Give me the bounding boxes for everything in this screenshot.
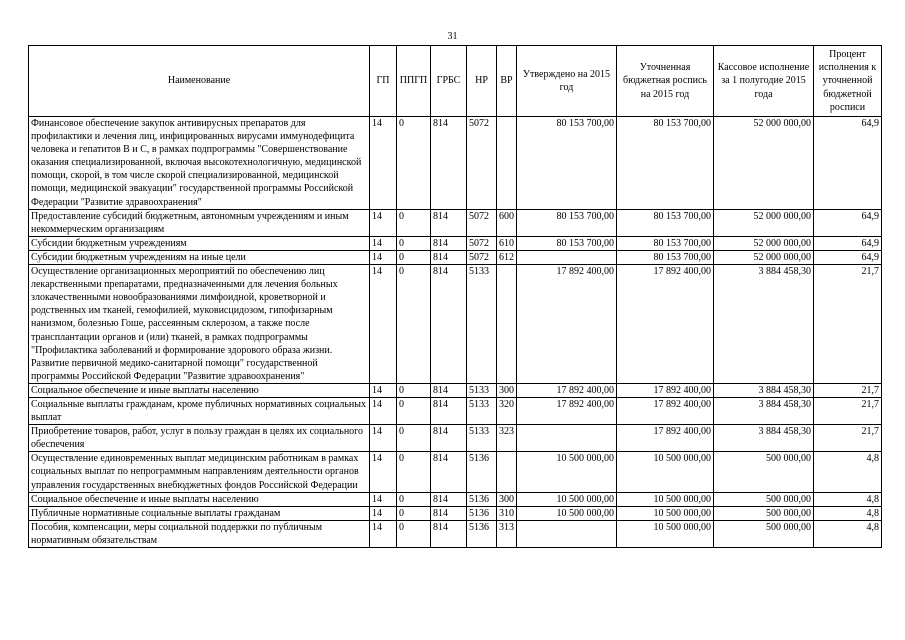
cell-refined: 80 153 700,00 [617,209,714,236]
cell-np: 5072 [467,236,497,250]
cell-np: 5136 [467,452,497,492]
cell-name: Публичные нормативные социальные выплаты гражданам [29,506,370,520]
cell-vr: 610 [497,236,517,250]
cell-grbs: 814 [431,397,467,424]
cell-gp: 14 [370,425,397,452]
cell-vr [497,117,517,210]
cell-name: Социальное обеспечение и иные выплаты населению [29,492,370,506]
cell-gp: 14 [370,492,397,506]
cell-percent: 4,8 [814,492,882,506]
header-ppgp: ППГП [397,46,431,117]
cell-np: 5133 [467,425,497,452]
cell-ppgp: 0 [397,520,431,547]
cell-percent: 64,9 [814,250,882,264]
cell-vr: 310 [497,506,517,520]
cell-cash: 52 000 000,00 [714,236,814,250]
cell-vr [497,265,517,384]
cell-approved: 10 500 000,00 [517,506,617,520]
header-grbs: ГРБС [431,46,467,117]
cell-refined: 80 153 700,00 [617,117,714,210]
cell-cash: 3 884 458,30 [714,265,814,384]
cell-name: Субсидии бюджетным учреждениям [29,236,370,250]
cell-ppgp: 0 [397,506,431,520]
cell-name: Приобретение товаров, работ, услуг в пользу граждан в целях их социального обеспечения [29,425,370,452]
cell-gp: 14 [370,117,397,210]
cell-ppgp: 0 [397,209,431,236]
cell-ppgp: 0 [397,265,431,384]
table-row [29,236,882,250]
cell-np: 5072 [467,250,497,264]
cell-grbs: 814 [431,425,467,452]
header-approved: Утверждено на 2015 год [517,46,617,117]
cell-cash: 500 000,00 [714,506,814,520]
cell-vr: 313 [497,520,517,547]
header-gp: ГП [370,46,397,117]
cell-approved: 10 500 000,00 [517,452,617,492]
cell-ppgp: 0 [397,250,431,264]
cell-np: 5133 [467,265,497,384]
header-name: Наименование [29,46,370,117]
cell-np: 5136 [467,520,497,547]
cell-grbs: 814 [431,506,467,520]
cell-ppgp: 0 [397,397,431,424]
table-row [29,265,882,384]
cell-name: Субсидии бюджетным учреждениям на иные цели [29,250,370,264]
cell-cash: 3 884 458,30 [714,397,814,424]
cell-cash: 500 000,00 [714,452,814,492]
page-number: 31 [447,31,458,42]
cell-refined: 80 153 700,00 [617,236,714,250]
cell-np: 5072 [467,209,497,236]
table-row [29,520,882,547]
cell-vr [497,452,517,492]
cell-cash: 500 000,00 [714,520,814,547]
cell-grbs: 814 [431,492,467,506]
cell-grbs: 814 [431,250,467,264]
cell-approved: 80 153 700,00 [517,236,617,250]
cell-grbs: 814 [431,520,467,547]
cell-ppgp: 0 [397,425,431,452]
table-body [29,117,882,548]
cell-approved: 80 153 700,00 [517,117,617,210]
table-row [29,397,882,424]
cell-refined: 17 892 400,00 [617,425,714,452]
cell-percent: 21,7 [814,397,882,424]
table-row [29,506,882,520]
cell-name: Осуществление организационных мероприятий по обеспечению лиц лекарственными препаратами, предназначенными для лечения больных злокачественными новообразованиями лимфоидной, кроветворной и родственных им тканей, гемофилией, муковисцидозом, гипофизарным нанизмом, болезнью Гоше, рассеянным склерозом, а также после трансплантации органов и (или) тканей, в рамках подпрограммы "Профилактика заболеваний и формирование здорового образа жизни. Развитие первичной медико-санитарной помощи" государственной программы Российской Федерации "Развитие здравоохранения" [29,265,370,384]
table-row [29,250,882,264]
cell-grbs: 814 [431,452,467,492]
cell-refined: 17 892 400,00 [617,383,714,397]
cell-cash: 52 000 000,00 [714,250,814,264]
cell-np: 5072 [467,117,497,210]
cell-vr: 320 [497,397,517,424]
cell-percent: 21,7 [814,265,882,384]
cell-approved [517,520,617,547]
cell-vr: 612 [497,250,517,264]
cell-vr: 300 [497,492,517,506]
cell-cash: 3 884 458,30 [714,383,814,397]
cell-gp: 14 [370,520,397,547]
table-row [29,425,882,452]
cell-gp: 14 [370,236,397,250]
cell-approved: 17 892 400,00 [517,397,617,424]
cell-percent: 64,9 [814,209,882,236]
cell-approved: 17 892 400,00 [517,383,617,397]
cell-gp: 14 [370,383,397,397]
cell-gp: 14 [370,209,397,236]
cell-vr: 323 [497,425,517,452]
table-row [29,492,882,506]
cell-ppgp: 0 [397,117,431,210]
cell-refined: 10 500 000,00 [617,492,714,506]
cell-approved [517,250,617,264]
cell-cash: 52 000 000,00 [714,117,814,210]
cell-approved: 17 892 400,00 [517,265,617,384]
cell-refined: 10 500 000,00 [617,506,714,520]
table-row [29,383,882,397]
cell-ppgp: 0 [397,492,431,506]
table-row [29,209,882,236]
cell-percent: 4,8 [814,506,882,520]
cell-np: 5136 [467,492,497,506]
cell-cash: 500 000,00 [714,492,814,506]
table-header-row [29,46,882,117]
cell-name: Предоставление субсидий бюджетным, автономным учреждениям и иным некоммерческим организациям [29,209,370,236]
cell-np: 5136 [467,506,497,520]
cell-approved: 10 500 000,00 [517,492,617,506]
cell-ppgp: 0 [397,383,431,397]
cell-grbs: 814 [431,117,467,210]
header-refined: Уточненная бюджетная роспись на 2015 год [617,46,714,117]
header-np: НР [467,46,497,117]
cell-cash: 52 000 000,00 [714,209,814,236]
cell-ppgp: 0 [397,236,431,250]
cell-gp: 14 [370,250,397,264]
cell-np: 5133 [467,383,497,397]
cell-approved [517,425,617,452]
cell-name: Пособия, компенсации, меры социальной поддержки по публичным нормативным обязательствам [29,520,370,547]
cell-np: 5133 [467,397,497,424]
cell-vr: 300 [497,383,517,397]
cell-approved: 80 153 700,00 [517,209,617,236]
cell-grbs: 814 [431,209,467,236]
cell-percent: 64,9 [814,117,882,210]
budget-table [28,45,882,548]
cell-refined: 17 892 400,00 [617,397,714,424]
cell-percent: 4,8 [814,520,882,547]
cell-refined: 80 153 700,00 [617,250,714,264]
cell-refined: 10 500 000,00 [617,520,714,547]
cell-percent: 4,8 [814,452,882,492]
cell-grbs: 814 [431,383,467,397]
cell-gp: 14 [370,452,397,492]
cell-grbs: 814 [431,236,467,250]
cell-gp: 14 [370,265,397,384]
header-cash: Кассовое исполнение за 1 полугодие 2015 года [714,46,814,117]
cell-vr: 600 [497,209,517,236]
cell-name: Финансовое обеспечение закупок антивирусных препаратов для профилактики и лечения лиц, инфицированных вирусами иммунодефицита человека и гепатитов В и С, в рамках подпрограммы "Совершенствование оказания специализированной, включая высокотехнологичную, медицинской помощи, скорой, в том числе скорой специализированной, медицинской помощи, медицинской эвакуации" государственной программы Российской Федерации "Развитие здравоохранения" [29,117,370,210]
cell-gp: 14 [370,506,397,520]
cell-cash: 3 884 458,30 [714,425,814,452]
header-percent: Процент исполнения к уточненной бюджетной росписи [814,46,882,117]
cell-percent: 21,7 [814,425,882,452]
cell-name: Социальные выплаты гражданам, кроме публичных нормативных социальных выплат [29,397,370,424]
cell-grbs: 814 [431,265,467,384]
cell-refined: 17 892 400,00 [617,265,714,384]
table-row [29,452,882,492]
cell-percent: 21,7 [814,383,882,397]
cell-name: Осуществление единовременных выплат медицинским работникам в рамках социальных выплат по непрограммным направлениям деятельности органов управления государственных внебюджетных фондов Российской Федерации [29,452,370,492]
cell-percent: 64,9 [814,236,882,250]
cell-name: Социальное обеспечение и иные выплаты населению [29,383,370,397]
cell-gp: 14 [370,397,397,424]
table-row [29,117,882,210]
header-vr: ВР [497,46,517,117]
cell-ppgp: 0 [397,452,431,492]
cell-refined: 10 500 000,00 [617,452,714,492]
